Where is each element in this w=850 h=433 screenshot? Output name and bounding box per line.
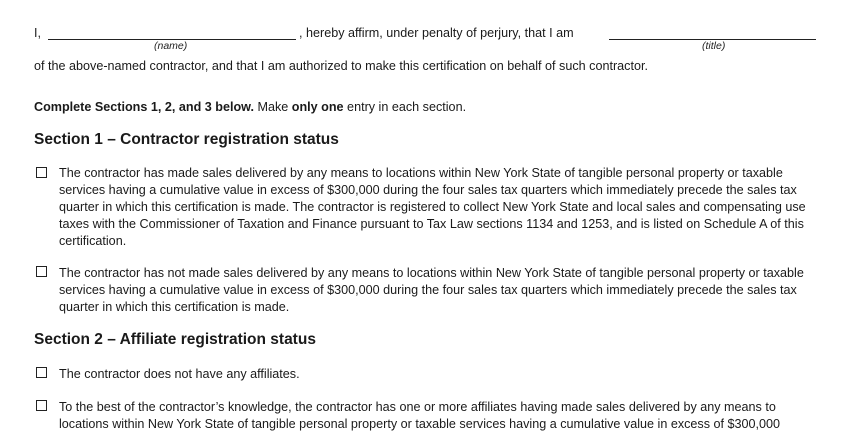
instruction-bold-2: only one <box>291 100 344 114</box>
section1-option1-line: certification. <box>59 234 127 248</box>
title-caption: (title) <box>702 40 726 52</box>
instruction-bold-1: Complete Sections 1, 2, and 3 below. <box>34 100 254 114</box>
section2-heading: Section 2 – Affiliate registration status <box>34 331 316 348</box>
section2-option2-checkbox[interactable] <box>36 400 47 411</box>
affirm-prefix: I, <box>34 26 41 40</box>
section1-option2-checkbox[interactable] <box>36 266 47 277</box>
instruction-normal-2: entry in each section. <box>343 100 467 114</box>
section1-option1-line: quarter in which this certification is made. The contractor is registered to collect New York State and local sales and compensating use <box>59 200 806 214</box>
instruction-normal-1: Make <box>253 100 292 114</box>
section1-option2-line: services having a cumulative value in excess of $300,000 during the four sales tax quarters which immediately precede the sales tax <box>59 283 797 297</box>
name-caption: (name) <box>154 40 188 52</box>
section2-option1-text <box>59 366 300 383</box>
section1-option1-line: The contractor has made sales delivered by any means to locations within New York State of tangible personal property or taxable <box>59 166 783 180</box>
instruction-line <box>34 99 466 116</box>
section1-option2-text <box>59 265 804 316</box>
section2-option1-line: The contractor does not have any affiliates. <box>59 367 300 381</box>
section1-option1-text <box>59 165 806 250</box>
affirm-line2: of the above-named contractor, and that I am authorized to make this certification on behalf of such contractor. <box>34 59 648 73</box>
section2-option2-line: To the best of the contractor’s knowledge, the contractor has one or more affiliates having made sales delivered by any means to <box>59 400 776 414</box>
section2-option1-checkbox[interactable] <box>36 367 47 378</box>
section1-option1-line: services having a cumulative value in excess of $300,000 during the four sales tax quarters which immediately precede the sales tax <box>59 183 797 197</box>
section1-option1-line: taxes with the Commissioner of Taxation and Finance pursuant to Tax Law sections 1134 and 1253, and is listed on Schedule A of this <box>59 217 804 231</box>
section1-option2-line: quarter in which this certification is made. <box>59 300 290 314</box>
section1-option1-checkbox[interactable] <box>36 167 47 178</box>
section1-heading: Section 1 – Contractor registration status <box>34 131 339 148</box>
affirm-middle-text: , hereby affirm, under penalty of perjury, that I am <box>299 26 574 40</box>
section1-option2-line: The contractor has not made sales delivered by any means to locations within New York State of tangible personal property or taxable <box>59 266 804 280</box>
section2-option2-line: locations within New York State of tangible personal property or taxable services having a cumulative value in excess of $300,000 <box>59 417 781 431</box>
section2-option2-text <box>59 399 780 433</box>
